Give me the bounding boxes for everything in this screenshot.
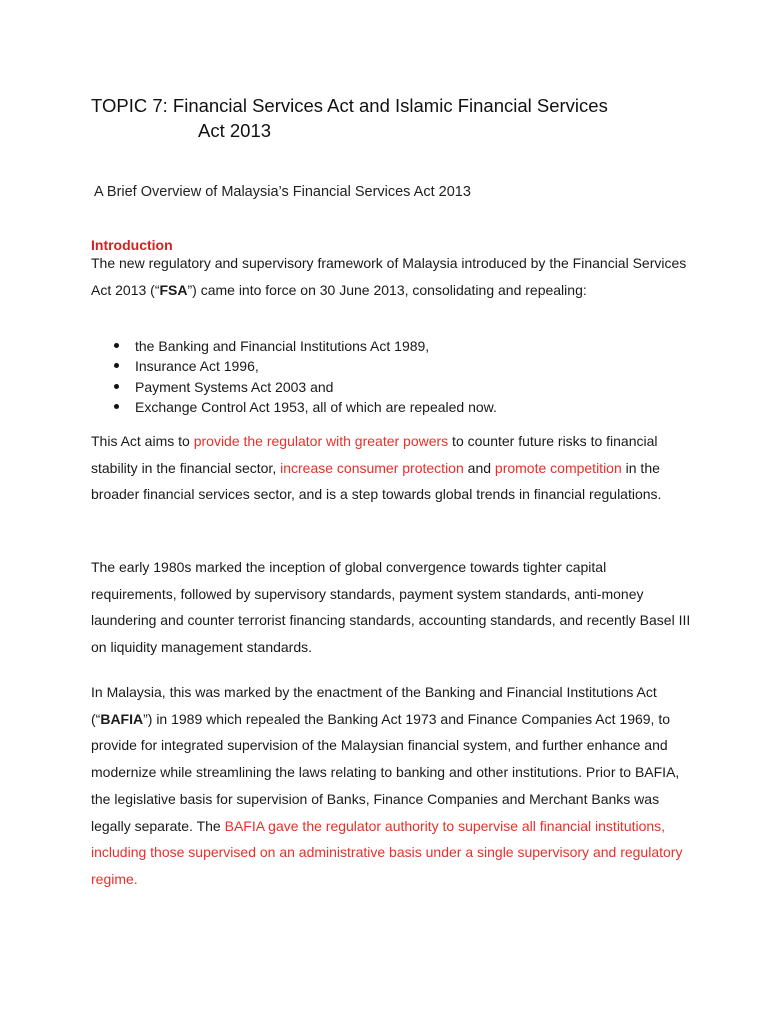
intro-text-1: The new regulatory and supervisory framework of Malaysia introduced by the Financial Services Act 2013 (“: [91, 255, 687, 298]
bafia-abbrev: BAFIA: [100, 710, 144, 727]
aims-paragraph: [91, 428, 691, 508]
list-item: the Banking and Financial Institutions Act 1989,: [91, 336, 497, 356]
list-item: Exchange Control Act 1953, all of which are repealed now.: [91, 397, 497, 417]
repealed-acts-list: [91, 336, 497, 417]
malaysia-text-3: .: [133, 870, 138, 887]
page-title: [91, 93, 608, 143]
aims-text-2: to counter future risks to financial stability in the financial sector,: [91, 433, 658, 476]
aims-highlight-3: promote competition: [494, 459, 622, 476]
title-line-2: Act 2013: [198, 120, 272, 141]
malaysia-text-1: In Malaysia, this was marked by the enactment of the Banking and Financial Institutions Act (“: [91, 684, 657, 727]
history-paragraph: The early 1980s marked the inception of global convergence towards tighter capital requirements, followed by supervisory standards, payment system standards, anti-money laundering and counter terrorist financing standards, accounting standards, and recently Basel III on liquidity management standards.: [91, 559, 691, 656]
title-line-1: TOPIC 7: Financial Services Act and Islamic Financial Services: [91, 95, 608, 116]
list-item: Payment Systems Act 2003 and: [91, 377, 497, 397]
aims-text-4: in the broader financial services sector, and is a step towards global trends in financial regulations.: [91, 459, 662, 503]
aims-text-3: and: [463, 459, 495, 476]
aims-text-1: This Act aims to: [91, 433, 194, 449]
subtitle: A Brief Overview of Malaysia’s Financial Services Act 2013: [94, 184, 471, 200]
intro-paragraph: [91, 250, 691, 303]
intro-text-2: ”) came into force on 30 June 2013, consolidating and repealing:: [187, 281, 587, 298]
aims-highlight-2: increase consumer protection: [280, 459, 464, 476]
list-item: Insurance Act 1996,: [91, 356, 497, 376]
malaysia-paragraph: [91, 679, 691, 893]
fsa-abbrev: FSA: [159, 281, 188, 298]
malaysia-text-2: ”) in 1989 which repealed the Banking Act 1973 and Finance Companies Act 1969, to provide for integrated supervision of the Malaysian financial system, and further enhance and modernize while streamlining the laws relating to banking and other institutions. Prior to BAFIA, the legislative basis for supervision of Banks, Finance Companies and Merchant Banks was legally separate. The: [91, 710, 680, 834]
section-heading-introduction: Introduction: [91, 237, 173, 253]
aims-highlight-1: provide the regulator with greater powers: [193, 433, 449, 449]
malaysia-highlight: BAFIA gave the regulator authority to supervise all financial institutions, including those supervised on an administrative basis under a single supervisory and regulatory regime: [91, 817, 683, 887]
